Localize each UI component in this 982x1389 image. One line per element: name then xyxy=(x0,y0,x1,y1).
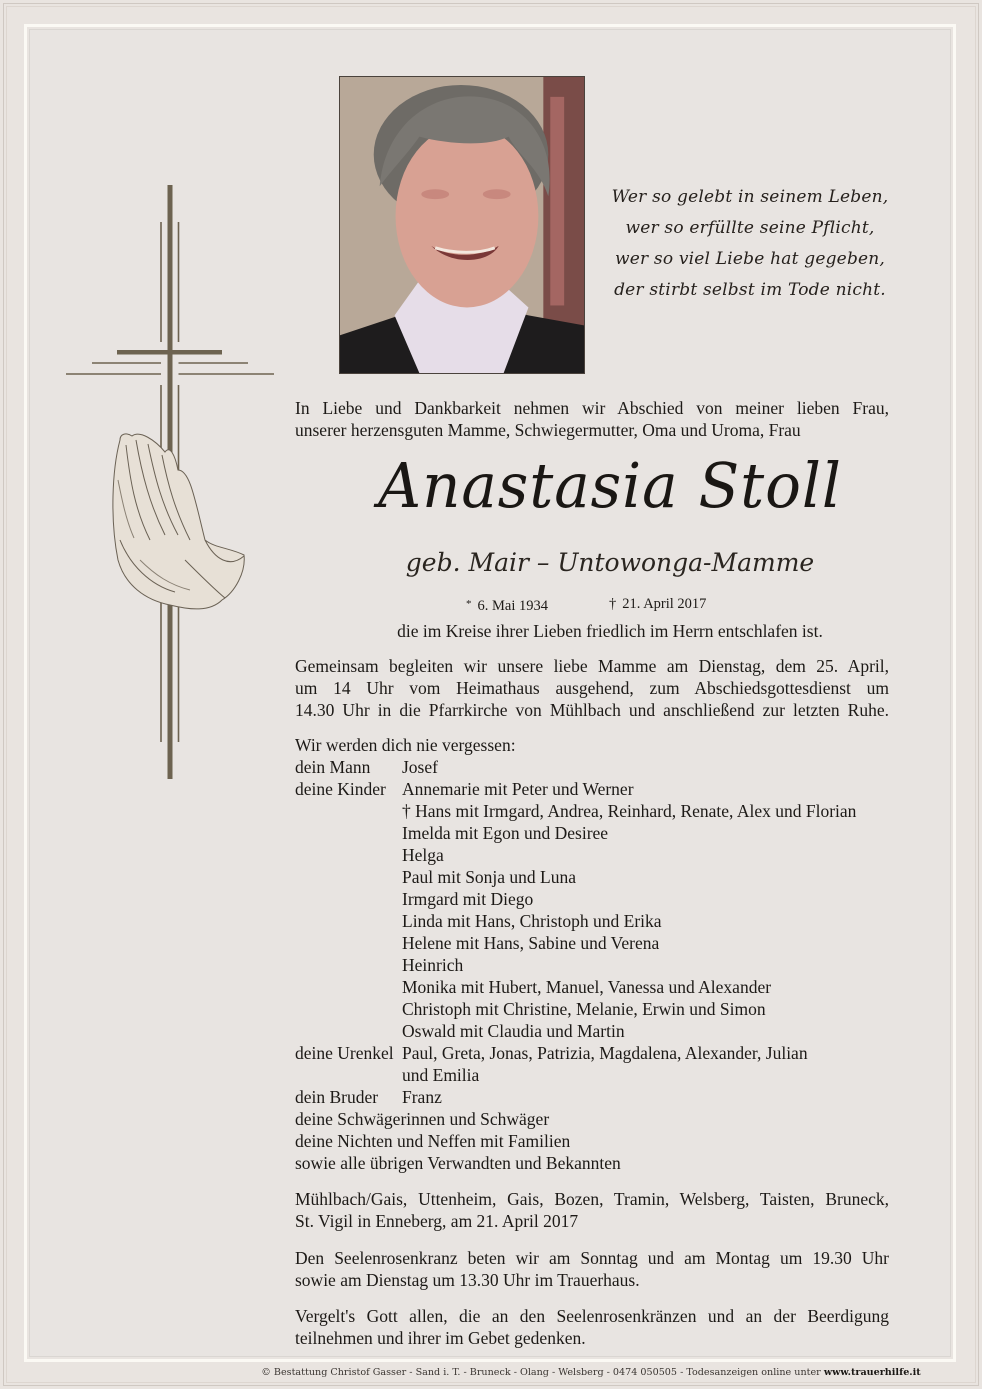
child-entry: Irmgard mit Diego xyxy=(402,889,534,909)
child-entry: Oswald mit Claudia und Martin xyxy=(402,1021,625,1041)
passed-away-text: die im Kreise ihrer Lieben friedlich im Herrn entschlafen ist. xyxy=(397,621,823,641)
child-entry: Helga xyxy=(402,845,444,865)
funeral-text xyxy=(295,655,889,721)
thanks-line: Vergelt's Gott allen, die an den Seelenrosenkränzen und an der Beerdigung xyxy=(295,1306,889,1326)
child-entry: Christoph mit Christine, Melanie, Erwin und Simon xyxy=(402,999,766,1019)
birth-symbol: * xyxy=(466,598,472,610)
rosary-line: Den Seelenrosenkranz beten wir am Sonntag und am Montag um 19.30 Uhr xyxy=(295,1248,889,1268)
funeral-line: Gemeinsam begleiten wir unsere liebe Mamme am Dienstag, dem 25. April, xyxy=(295,656,889,676)
rosary-line: sowie am Dienstag um 13.30 Uhr im Trauerhaus. xyxy=(295,1270,640,1290)
family-heading: Wir werden dich nie vergessen: xyxy=(295,735,516,755)
child-entry: Annemarie mit Peter und Werner xyxy=(402,779,634,799)
relation-names: Franz xyxy=(402,1087,442,1107)
deceased-name: Anastasia Stoll xyxy=(378,449,842,522)
relation-label: deine Kinder xyxy=(295,779,386,799)
family-row-brother xyxy=(295,1086,889,1108)
death-date xyxy=(609,594,706,614)
places-line: St. Vigil in Enneberg, am 21. April 2017 xyxy=(295,1211,579,1231)
child-entry: † Hans mit Irmgard, Andrea, Reinhard, Renate, Alex und Florian xyxy=(402,801,857,821)
relation-names: Josef xyxy=(402,757,438,777)
intro-line: In Liebe und Dankbarkeit nehmen wir Abschied von meiner lieben Frau, xyxy=(295,398,889,418)
thanks-text xyxy=(295,1305,889,1349)
relation-label: dein Bruder xyxy=(295,1087,379,1107)
cross-graphic xyxy=(0,0,300,800)
poem-line: wer so erfüllte seine Pflicht, xyxy=(625,218,875,238)
places-text xyxy=(295,1188,889,1232)
portrait-photo xyxy=(339,76,585,374)
deceased-maiden-name: geb. Mair – Untowonga-Mamme xyxy=(405,548,815,577)
poem-line: wer so viel Liebe hat gegeben, xyxy=(614,249,886,269)
child-entry: Imelda mit Egon und Desiree xyxy=(402,823,609,843)
relation-names: Paul, Greta, Jonas, Patrizia, Magdalena, Alexander, Julian xyxy=(402,1043,808,1063)
relation-names: und Emilia xyxy=(402,1065,480,1085)
rosary-text xyxy=(295,1247,889,1291)
thanks-line: teilnehmen und ihrer im Gebet gedenken. xyxy=(295,1328,586,1348)
family-row-great-grandchildren xyxy=(295,1042,889,1064)
footer xyxy=(0,1366,982,1380)
funeral-line: 14.30 Uhr in die Pfarrkirche von Mühlbach und anschließend zur letzten Ruhe. xyxy=(295,700,889,720)
footer-link[interactable]: www.trauerhilfe.it xyxy=(823,1367,921,1378)
places-line: Mühlbach/Gais, Uttenheim, Gais, Bozen, Tramin, Welsberg, Taisten, Bruneck, xyxy=(295,1189,889,1209)
death-symbol: † xyxy=(609,596,617,612)
family-other: deine Schwägerinnen und Schwäger xyxy=(295,1109,550,1129)
poem xyxy=(600,182,900,306)
death-date-text: 21. April 2017 xyxy=(622,596,707,612)
relation-label: dein Mann xyxy=(295,757,371,777)
cross-horizontal-bar xyxy=(117,350,222,355)
child-entry: Heinrich xyxy=(402,955,464,975)
family-other: sowie alle übrigen Verwandten und Bekannten xyxy=(295,1153,621,1173)
family-row-children xyxy=(295,778,889,800)
footer-text: © Bestattung Christof Gasser - Sand i. T. - Bruneck - Olang - Welsberg - 0474 050505 - Todesanzeigen online unter xyxy=(261,1367,821,1378)
family-list xyxy=(295,734,889,1174)
relation-label: deine Urenkel xyxy=(295,1043,394,1063)
portrait-image xyxy=(340,77,584,373)
poem-line: Wer so gelebt in seinem Leben, xyxy=(611,187,889,207)
child-entry: Paul mit Sonja und Luna xyxy=(402,867,577,887)
family-row-husband xyxy=(295,756,889,778)
child-entry: Helene mit Hans, Sabine und Verena xyxy=(402,933,660,953)
child-entry: Linda mit Hans, Christoph und Erika xyxy=(402,911,662,931)
birth-date-text: 6. Mai 1934 xyxy=(477,598,548,614)
birth-date xyxy=(466,594,548,616)
intro-line: unserer herzensguten Mamme, Schwiegermutter, Oma und Uroma, Frau xyxy=(295,420,801,440)
family-other: deine Nichten und Neffen mit Familien xyxy=(295,1131,571,1151)
intro-text xyxy=(295,397,889,441)
funeral-line: um 14 Uhr vom Heimathaus ausgehend, zum Abschiedsgottesdienst um xyxy=(295,678,889,698)
poem-line: der stirbt selbst im Tode nicht. xyxy=(614,280,886,300)
child-entry: Monika mit Hubert, Manuel, Vanessa und Alexander xyxy=(402,977,772,997)
